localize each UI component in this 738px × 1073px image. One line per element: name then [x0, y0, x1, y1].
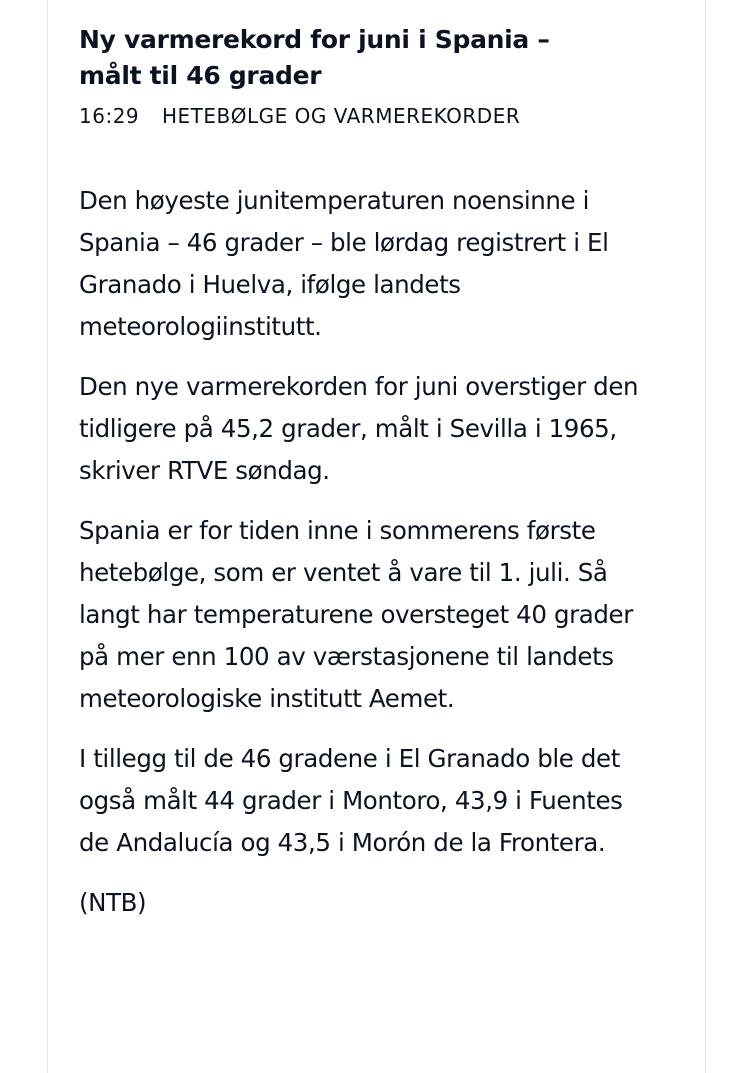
article-meta [79, 102, 705, 130]
article-paragraph: Den nye varmerekorden for juni overstiger den tidligere på 45,2 grader, målt i Sevilla i 1965, skriver RTVE søndag. [79, 372, 639, 485]
article-timestamp: 16:29 [79, 104, 140, 128]
article-source: (NTB) [79, 888, 147, 917]
article-body [79, 180, 639, 924]
article-paragraph: Spania er for tiden inne i sommerens første hetebølge, som er ventet å vare til 1. juli. Så langt har temperaturene oversteget 40 grader på mer enn 100 av værstasjonene til landets meteorologiske institutt Aemet. [79, 516, 633, 713]
article-card [47, 0, 706, 1073]
article-headline[interactable]: Ny varmerekord for juni i Spania – målt til 46 grader [79, 25, 550, 90]
article-category[interactable]: HETEBØLGE OG VARMEREKORDER [162, 104, 521, 128]
article-paragraph: Den høyeste junitemperaturen noensinne i Spania – 46 grader – ble lørdag registrert i El Granado i Huelva, ifølge landets meteorologiinstitutt. [79, 186, 609, 341]
article-paragraph: I tillegg til de 46 gradene i El Granado ble det også målt 44 grader i Montoro, 43,9 i Fuentes de Andalucía og 43,5 i Morón de la Frontera. [79, 744, 623, 857]
